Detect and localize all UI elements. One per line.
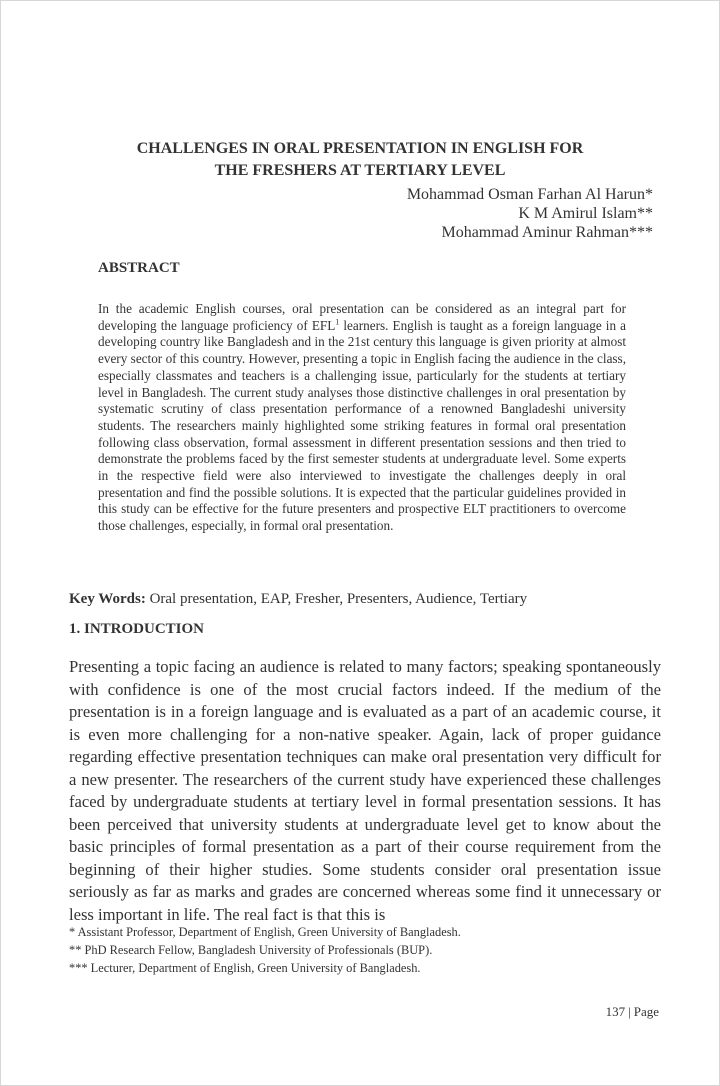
- author-2: K M Amirul Islam**: [518, 205, 653, 222]
- page-number-value: 137: [605, 1004, 626, 1019]
- abstract-body: [98, 301, 626, 535]
- footnote-2: ** PhD Research Fellow, Bangladesh University of Professionals (BUP).: [69, 943, 433, 957]
- paper-title: [61, 138, 659, 182]
- keywords-label: Key Words:: [69, 591, 146, 607]
- page-number-label: Page: [633, 1004, 659, 1019]
- paper-title-line-2: THE FRESHERS AT TERTIARY LEVEL: [214, 162, 506, 179]
- paper-title-line-1: CHALLENGES IN ORAL PRESENTATION IN ENGLISH FOR: [136, 140, 584, 157]
- introduction-body: Presenting a topic facing an audience is related to many factors; speaking spontaneously with confidence is one of the most crucial factors indeed. If the medium of the presentation is in a foreign language and is evaluated as a part of an academic course, it is even more challenging for a non-native speaker. Again, lack of proper guidance regarding effective presentation techniques can make oral presentation very difficult for a new presenter. The researchers of the current study have experienced these challenges faced by undergraduate students at tertiary level in formal presentation sessions. It has been perceived that university students at undergraduate level get to know about the basic principles of formal presentation as a part of their course requirement from the beginning of their higher studies. Some students consider oral presentation issue seriously as far as marks and grades are concerned whereas some find it unnecessary or less important in life. The real fact is that this is: [69, 657, 661, 924]
- author-list: [407, 185, 653, 242]
- footnote-3: *** Lecturer, Department of English, Green University of Bangladesh.: [69, 961, 421, 975]
- author-1: Mohammad Osman Farhan Al Harun*: [406, 186, 653, 203]
- keywords: [69, 589, 661, 609]
- abstract-text-start: In the academic English courses, oral presentation can be considered as an integral part for developing the language proficiency of EFL: [98, 301, 626, 333]
- page-number: [606, 1004, 659, 1020]
- abstract-text-end: learners. English is taught as a foreign language in a developing country like Bangladesh and in the 21st century this language is given priority at almost every sector of this country. However, presenting a topic in English facing the audience in the class, especially classmates and teachers is a challenging issue, particularly for the students at tertiary level in Bangladesh. The current study analyses those distinctive challenges in oral presentation by systematic scrutiny of class presentation performance of a renowned Bangladeshi university students. The researchers mainly highlighted some striking features in formal oral presentation following class observation, formal assessment in different presentation sessions and then tried to demonstrate the problems faced by the first semester students at undergraduate level. Some experts in the respective field were also interviewed to investigate the challenges deeply in oral presentation and find the possible solutions. It is expected that the particular guidelines provided in this study can be effective for the future presenters and prospective ELT practitioners to overcome those challenges, especially, in formal oral presentation.: [98, 317, 626, 534]
- page-number-separator: |: [628, 1004, 631, 1019]
- footnotes: [69, 923, 461, 977]
- author-3: Mohammad Aminur Rahman***: [441, 224, 653, 241]
- introduction-heading: 1. INTRODUCTION: [69, 621, 205, 637]
- abstract-heading: ABSTRACT: [98, 260, 180, 276]
- keywords-text: Oral presentation, EAP, Fresher, Presenters, Audience, Tertiary: [145, 591, 528, 607]
- footnote-1: * Assistant Professor, Department of English, Green University of Bangladesh.: [69, 925, 461, 939]
- footnote-marker: 1: [335, 317, 340, 327]
